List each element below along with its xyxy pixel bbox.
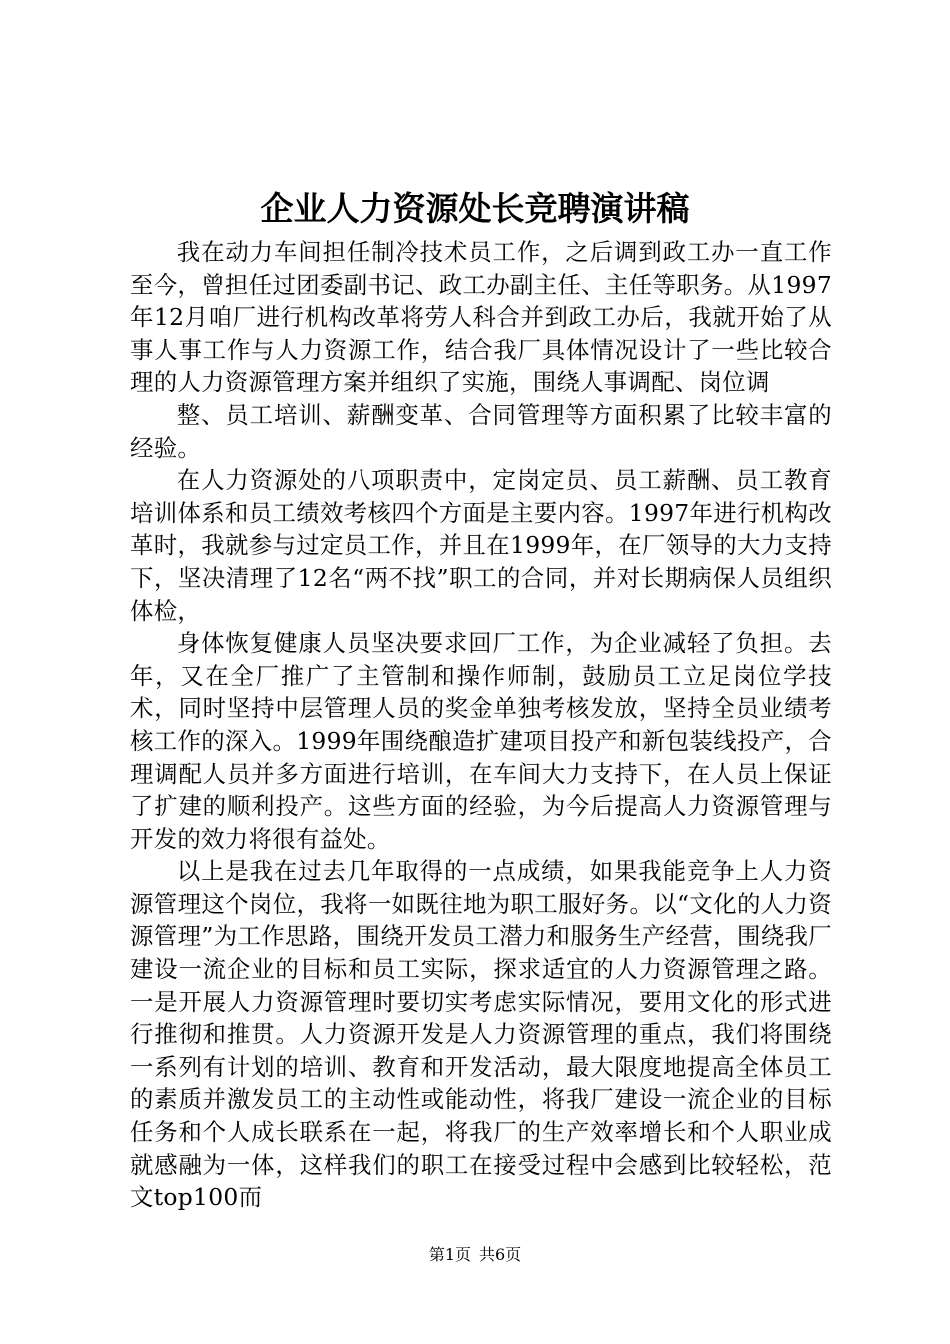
paragraph-1: 我在动力车间担任制冷技术员工作，之后调到政工办一直工作至今，曾担任过团委副书记、政工办副主任、主任等职务。从1997年12月咱厂进行机构改革将劳人科合并到政工办后，我就开始了从事人事工作与人力资源工作，结合我厂具体情况设计了一些比较合理的人力资源管理方案并组织了实施，围绕人事调配、岗位调 — [130, 238, 832, 397]
paragraph-5: 以上是我在过去几年取得的一点成绩，如果我能竞争上人力资源管理这个岗位，我将一如既往地为职工服好务。以“文化的人力资源管理”为工作思路，围绕开发员工潜力和服务生产经营，围绕我厂建设一流企业的目标和员工实际，探求适宜的人力资源管理之路。一是开展人力资源管理时要切实考虑实际情况，要用文化的形式进行推彻和推贯。人力资源开发是人力资源管理的重点，我们将围绕一系列有计划的培训、教育和开发活动，最大限度地提高全体员工的素质并激发员工的主动性或能动性，将我厂建设一流企业的目标任务和个人成长联系在一起，将我厂的生产效率增长和个人职业成就感融为一体，这样我们的职工在接受过程中会感到比较轻松，范文top100而 — [130, 857, 832, 1212]
document-body — [130, 236, 832, 1214]
page-total: 共6页 — [479, 1245, 522, 1264]
page-number: 第1页 — [428, 1245, 471, 1264]
page-footer — [0, 1244, 950, 1266]
paragraph-2: 整、员工培训、薪酬变革、合同管理等方面积累了比较丰富的经验。 — [130, 400, 832, 462]
paragraph-3: 在人力资源处的八项职责中，定岗定员、员工薪酬、员工教育培训体系和员工绩效考核四个方面是主要内容。1997年进行机构改革时，我就参与过定员工作，并且在1999年，在厂领导的大力支持下，坚决清理了12名“两不找”职工的合同，并对长期病保人员组织体检， — [130, 466, 832, 625]
paragraph-4: 身体恢复健康人员坚决要求回厂工作，为企业减轻了负担。去年，又在全厂推广了主管制和操作师制，鼓励员工立足岗位学技术，同时坚持中层管理人员的奖金单独考核发放，坚持全员业绩考核工作的深入。1999年围绕酿造扩建项目投产和新包装线投产，合理调配人员并多方面进行培训，在车间大力支持下，在人员上保证了扩建的顺利投产。这些方面的经验，为今后提高人力资源管理与开发的效力将很有益处。 — [130, 629, 832, 853]
document-title: 企业人力资源处长竞聘演讲稿 — [260, 189, 690, 228]
